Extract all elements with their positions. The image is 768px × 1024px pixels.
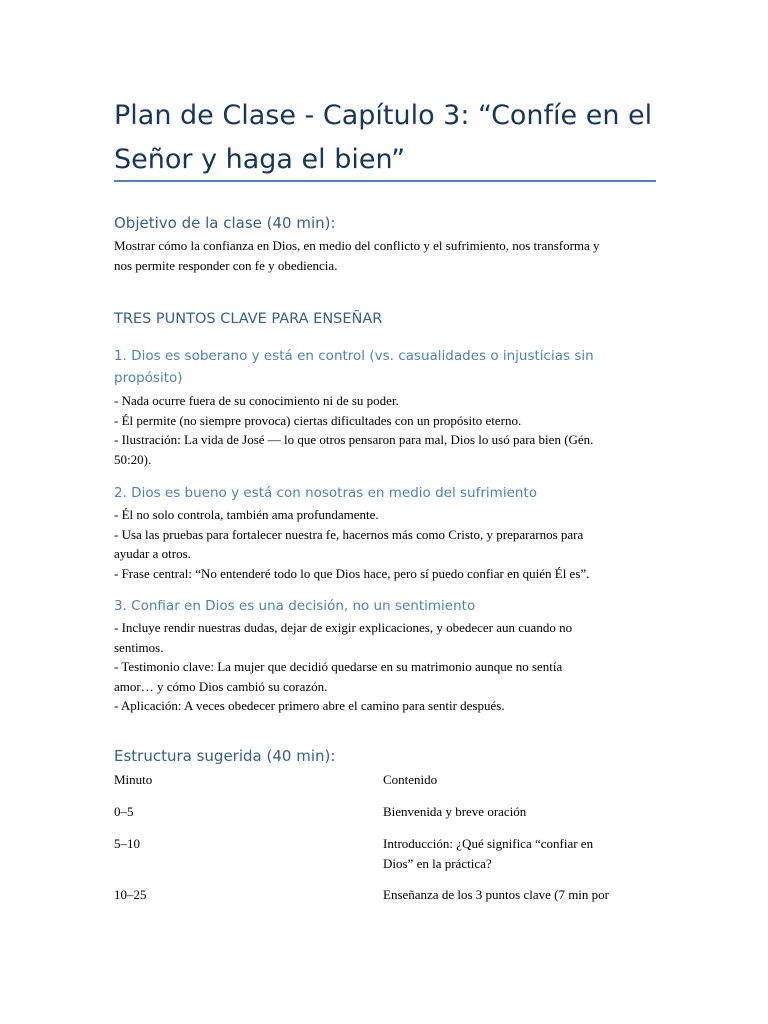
table-cell-content — [383, 802, 648, 822]
point-3-heading-line-1: 3. Confiar en Dios es una decisión, no un sentimiento — [114, 598, 476, 614]
table-cell-content-line: Enseñanza de los 3 puntos clave (7 min por — [383, 887, 609, 902]
table-cell-minute: 5–10 — [114, 836, 140, 851]
point-1-line: 50:20). — [114, 451, 152, 467]
table-cell-content-line: Bienvenida y breve oración — [383, 804, 527, 819]
point-2-line: - Usa las pruebas para fortalecer nuestra fe, hacernos más como Cristo, y prepararnos para — [114, 526, 584, 542]
objective-heading: Objetivo de la clase (40 min): — [114, 214, 336, 232]
point-1-line: - Nada ocurre fuera de su conocimiento ni de su poder. — [114, 393, 399, 408]
point-2-line: - Él no solo controla, también ama profundamente. — [114, 507, 379, 522]
page-title-line-2: Señor y haga el bien” — [114, 144, 406, 175]
structure-heading: Estructura sugerida (40 min): — [114, 747, 336, 765]
point-3-heading — [114, 595, 614, 617]
objective-line-2: nos permite responder con fe y obediencia. — [114, 257, 338, 273]
point-2-line: - Frase central: “No entenderé todo lo que Dios hace, pero sí puedo confiar en quién Él es”. — [114, 565, 590, 581]
point-3-line: - Testimonio clave: La mujer que decidió quedarse en su matrimonio aunque no sentía — [114, 659, 563, 674]
table-cell-content — [383, 834, 648, 873]
point-1-heading — [114, 345, 614, 389]
point-1-heading-line-1: 1. Dios es soberano y está en control (vs. casualidades o injusticias sin — [114, 348, 594, 364]
point-2-heading — [114, 482, 614, 504]
title-underline — [114, 180, 656, 182]
point-3-line: - Incluye rendir nuestras dudas, dejar de exigir explicaciones, y obedecer aun cuando no — [114, 620, 573, 635]
point-1-body — [114, 391, 659, 469]
table-cell-content-line: Introducción: ¿Qué significa “confiar en — [383, 836, 594, 851]
point-2-heading-line-1: 2. Dios es bueno y está con nosotras en medio del sufrimiento — [114, 485, 537, 501]
objective-line-1: Mostrar cómo la confianza en Dios, en medio del conflicto y el sufrimiento, nos transforma y — [114, 238, 600, 253]
point-1-line: - Ilustración: La vida de José — lo que otros pensaron para mal, Dios lo usó para bien (Gén. — [114, 432, 594, 447]
page-title — [114, 94, 656, 182]
point-1-heading-line-2: propósito) — [114, 370, 183, 386]
point-2-line: ayudar a otros. — [114, 546, 191, 561]
table-cell-minute: 10–25 — [114, 887, 147, 902]
point-3-line: - Aplicación: A veces obedecer primero abre el camino para sentir después. — [114, 698, 505, 713]
column-header-minute: Minuto — [114, 772, 153, 787]
point-2-body — [114, 505, 659, 583]
column-header-content: Contenido — [383, 772, 438, 787]
table-cell-content — [383, 885, 648, 905]
point-1-line: - Él permite (no siempre provoca) ciertas dificultades con un propósito eterno. — [114, 412, 522, 428]
point-3-line: amor… y cómo Dios cambió su corazón. — [114, 678, 328, 694]
page-title-line-1: Plan de Clase - Capítulo 3: “Confíe en el — [114, 100, 653, 131]
point-3-body — [114, 618, 659, 716]
objective-paragraph — [114, 236, 659, 275]
table-cell-content-line: Dios” en la práctica? — [383, 855, 492, 871]
key-points-heading: TRES PUNTOS CLAVE PARA ENSEÑAR — [114, 311, 383, 327]
table-cell-minute: 0–5 — [114, 804, 134, 819]
point-3-line: sentimos. — [114, 639, 164, 655]
